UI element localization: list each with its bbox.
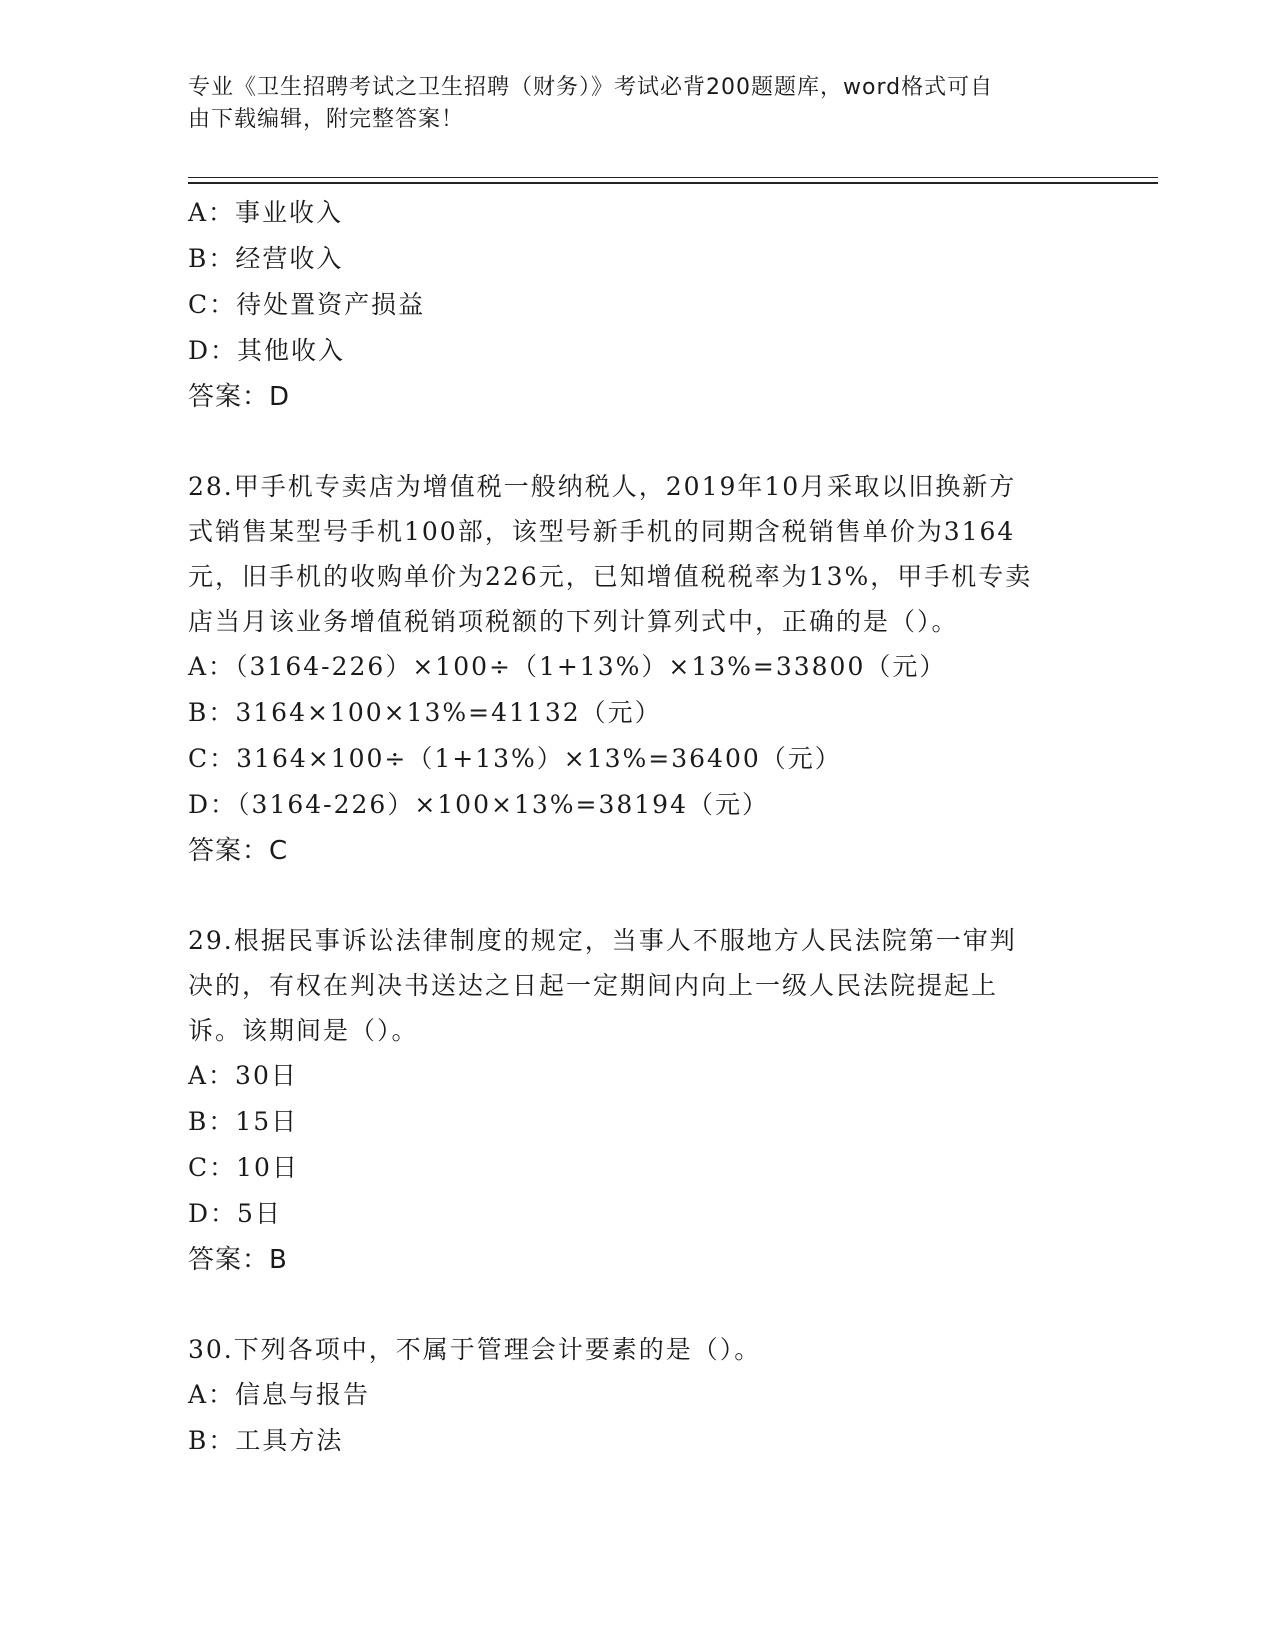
stem-line: 元，旧手机的收购单价为226元，已知增值税税率为13%，甲手机专卖 (188, 562, 1033, 591)
answer: 答案：D (188, 382, 291, 412)
option-b: B：3164×100×13%=41132（元） (188, 698, 662, 727)
option-a: A：事业收入 (188, 198, 344, 227)
stem-line: 30.下列各项中，不属于管理会计要素的是（）。 (188, 1335, 762, 1364)
option-d: D：其他收入 (188, 336, 346, 365)
header-line-2: 由下载编辑，附完整答案！ (188, 107, 465, 132)
option-c: C：10日 (188, 1153, 299, 1182)
question-29 (188, 918, 1088, 1283)
answer: 答案：C (188, 836, 289, 866)
header-divider-thin (188, 177, 1158, 178)
stem-line: 诉。该期间是（）。 (188, 1016, 419, 1045)
question-stem (188, 1327, 1078, 1372)
option-a: A：30日 (188, 1061, 298, 1090)
question-30 (188, 1327, 1088, 1464)
option-b: B：经营收入 (188, 244, 344, 273)
option-c: C：待处置资产损益 (188, 290, 426, 319)
stem-line: 式销售某型号手机100部，该型号新手机的同期含税销售单价为3164 (188, 517, 1016, 546)
header-line-1: 专业《卫生招聘考试之卫生招聘（财务）》考试必背200题题库，word格式可自 (188, 75, 994, 100)
header-divider-thick (188, 182, 1158, 184)
question-28 (188, 464, 1088, 874)
document-header (188, 72, 1068, 136)
question-stem (188, 918, 1078, 1053)
stem-line: 29.根据民事诉讼法律制度的规定，当事人不服地方人民法院第一审判 (188, 926, 1017, 955)
question-list (188, 190, 1088, 1464)
option-d: D：5日 (188, 1199, 282, 1228)
stem-line: 决的，有权在判决书送达之日起一定期间内向上一级人民法院提起上 (188, 971, 999, 1000)
question-27-tail (188, 190, 1088, 420)
option-b: B：15日 (188, 1107, 299, 1136)
option-b: B：工具方法 (188, 1426, 344, 1455)
question-stem (188, 464, 1078, 644)
option-a: A：（3164-226）×100÷（1+13%）×13%=33800（元） (188, 652, 947, 681)
answer: 答案：B (188, 1245, 288, 1275)
stem-line: 店当月该业务增值税销项税额的下列计算列式中，正确的是（）。 (188, 607, 959, 636)
option-d: D：（3164-226）×100×13%=38194（元） (188, 790, 769, 819)
option-a: A：信息与报告 (188, 1380, 371, 1409)
option-c: C：3164×100÷（1+13%）×13%=36400（元） (188, 744, 842, 773)
stem-line: 28.甲手机专卖店为增值税一般纳税人，2019年10月采取以旧换新方 (188, 472, 1017, 501)
